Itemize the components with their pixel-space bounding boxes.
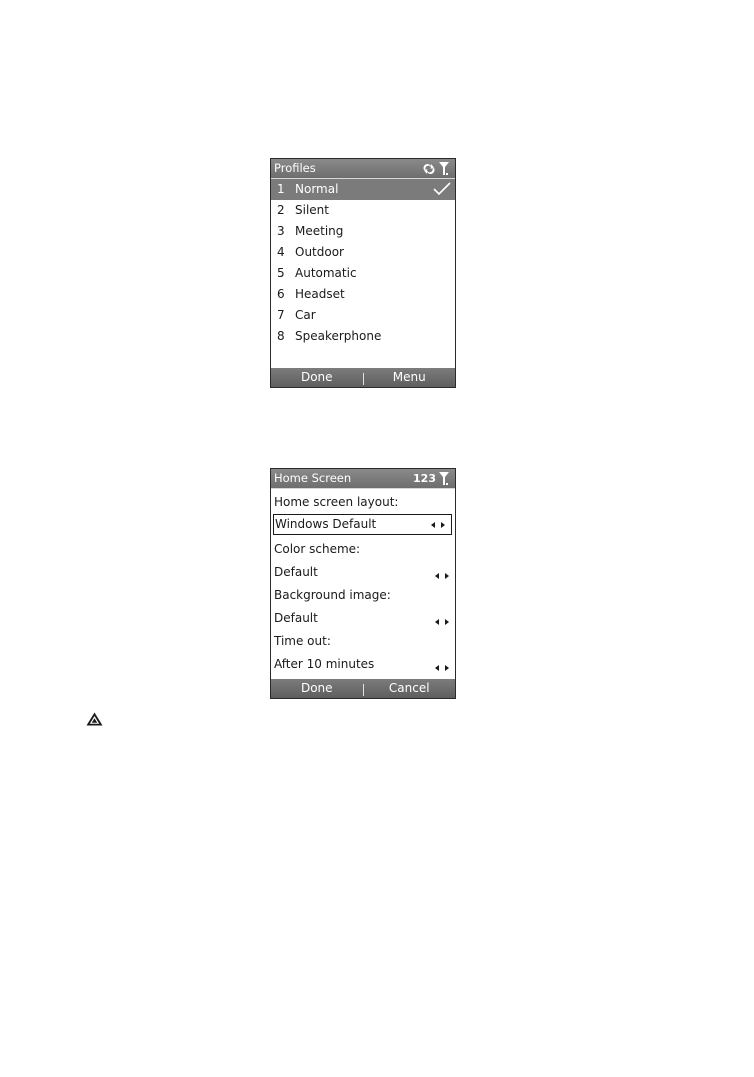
color-scheme-label: Color scheme: — [274, 542, 361, 556]
item-number: 6 — [277, 287, 285, 301]
done-softkey[interactable]: Done — [300, 370, 333, 384]
cancel-softkey[interactable]: Cancel — [388, 681, 430, 695]
item-label: Normal — [295, 182, 339, 196]
list-item[interactable] — [271, 284, 455, 305]
item-number: 3 — [277, 224, 285, 238]
item-number: 5 — [277, 266, 285, 280]
list-item[interactable] — [271, 263, 455, 284]
item-number: 4 — [277, 245, 285, 259]
item-label: Car — [295, 308, 316, 322]
list-item[interactable] — [271, 326, 455, 347]
title-bar — [271, 469, 455, 489]
signal-icon — [439, 162, 449, 176]
item-number: 7 — [277, 308, 285, 322]
time-out-label: Time out: — [274, 634, 331, 648]
item-label: Silent — [295, 203, 329, 217]
arrow-right-icon[interactable] — [445, 573, 449, 579]
picker-arrows — [431, 515, 445, 534]
time-out-picker[interactable] — [271, 653, 455, 676]
background-image-picker[interactable] — [271, 607, 455, 630]
item-label: Automatic — [295, 266, 357, 280]
softkey-bar — [271, 679, 455, 698]
signal-icon — [439, 472, 449, 486]
home-screen-layout-picker[interactable] — [273, 514, 452, 535]
warning-icon — [86, 712, 103, 726]
checkmark-icon — [433, 182, 451, 196]
item-number: 2 — [277, 203, 285, 217]
arrow-right-icon[interactable] — [441, 522, 445, 528]
status-area — [422, 159, 449, 178]
input-mode-indicator: 123 — [413, 472, 436, 485]
arrow-left-icon[interactable] — [435, 619, 439, 625]
done-softkey[interactable]: Done — [300, 681, 333, 695]
picker-value: Default — [274, 565, 318, 579]
item-number: 1 — [277, 182, 285, 196]
picker-arrows — [435, 564, 449, 587]
arrow-right-icon[interactable] — [445, 665, 449, 671]
picker-arrows — [435, 610, 449, 633]
background-image-label: Background image: — [274, 588, 391, 602]
menu-softkey[interactable]: Menu — [392, 370, 426, 384]
softkey-bar — [271, 368, 455, 387]
home-screen-layout-label: Home screen layout: — [274, 495, 399, 509]
color-scheme-picker[interactable] — [271, 561, 455, 584]
profiles-list — [271, 179, 455, 347]
picker-value: Default — [274, 611, 318, 625]
status-area — [413, 469, 449, 488]
list-item[interactable] — [271, 221, 455, 242]
title-bar — [271, 159, 455, 179]
list-item[interactable] — [271, 305, 455, 326]
picker-value: After 10 minutes — [274, 657, 375, 671]
arrow-left-icon[interactable] — [435, 665, 439, 671]
item-label: Speakerphone — [295, 329, 382, 343]
sync-icon — [422, 163, 436, 175]
screen-title: Profiles — [274, 161, 316, 175]
arrow-right-icon[interactable] — [445, 619, 449, 625]
arrow-left-icon[interactable] — [431, 522, 435, 528]
profiles-screen — [270, 158, 456, 388]
list-item[interactable] — [271, 242, 455, 263]
item-label: Meeting — [295, 224, 344, 238]
list-item[interactable] — [271, 179, 455, 200]
item-label: Outdoor — [295, 245, 344, 259]
list-item[interactable] — [271, 200, 455, 221]
screen-title: Home Screen — [274, 471, 352, 485]
home-screen-settings — [270, 468, 456, 699]
item-label: Headset — [295, 287, 345, 301]
picker-arrows — [435, 656, 449, 679]
picker-value: Windows Default — [275, 517, 377, 531]
arrow-left-icon[interactable] — [435, 573, 439, 579]
item-number: 8 — [277, 329, 285, 343]
